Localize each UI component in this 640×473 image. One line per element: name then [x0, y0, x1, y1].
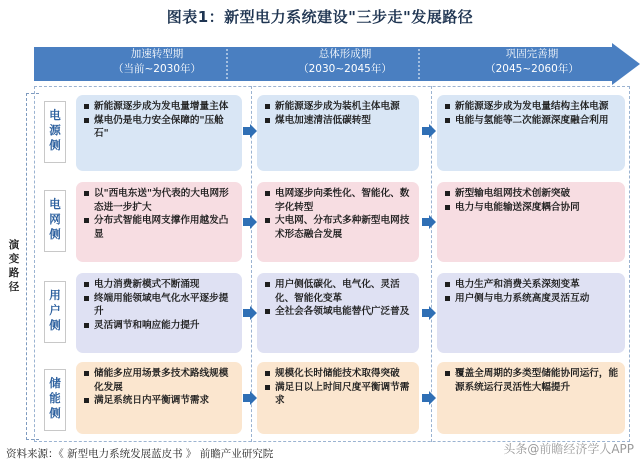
phase-3-name: 巩固完善期	[505, 48, 559, 60]
phase-2-header	[270, 47, 420, 77]
list-item: 以"西电东送"为代表的大电网形态进一步扩大	[82, 187, 236, 214]
watermark-text: 头条@前瞻经济学人APP	[503, 442, 634, 456]
phase-1-years: （当前~2030年）	[112, 63, 202, 75]
transition-arrow-icon	[422, 124, 436, 138]
list-item: 电力生产和消费关系深刻变革	[443, 278, 619, 292]
page-title: 图表1：新型电力系统建设"三步走"发展路径	[166, 8, 474, 26]
phase-3-years: （2045~2060年）	[485, 63, 579, 75]
transition-arrow-icon	[243, 215, 257, 229]
transition-arrow-icon	[422, 215, 436, 229]
row-label-power-source: 电源侧	[44, 101, 66, 163]
cell-user-phase-1	[76, 273, 242, 353]
list-item: 电力消费新模式不断涌现	[82, 278, 236, 292]
list-item: 满足日以上时间尺度平衡调节需求	[263, 381, 413, 408]
list-item: 灵活调节和响应能力提升	[82, 319, 236, 333]
phase-1-header	[82, 47, 232, 77]
transition-arrow-icon	[422, 306, 436, 320]
list-item: 用户侧与电力系统高度灵活互动	[443, 292, 619, 306]
list-item: 覆盖全周期的多类型储能协同运行，能源系统运行灵活性大幅提升	[443, 367, 619, 394]
list-item: 煤电仍是电力安全保障的"压舱石"	[82, 114, 236, 141]
transition-arrow-icon	[243, 124, 257, 138]
row-label-storage: 储能侧	[44, 369, 66, 431]
transition-arrow-icon	[243, 306, 257, 320]
row-label-user: 用户侧	[44, 281, 66, 343]
source-footnote: 资料来源：《 新型电力系统发展蓝皮书 》 前瞻产业研究院	[6, 448, 274, 460]
phase-3-header	[457, 47, 607, 77]
list-item: 新型输电组网技术创新突破	[443, 187, 619, 201]
list-item: 新能源逐步成为发电量增量主体	[82, 100, 236, 114]
cell-storage-phase-1	[76, 362, 242, 434]
cell-power-source-phase-2	[257, 95, 419, 171]
list-item: 储能多应用场景多技术路线规模化发展	[82, 367, 236, 394]
cell-grid-phase-2	[257, 182, 419, 262]
cell-power-source-phase-3	[437, 95, 625, 171]
list-item: 用户侧低碳化、电气化、灵活化、智能化变革	[263, 278, 413, 305]
phase-divider-1	[251, 86, 252, 442]
row-label-grid: 电网侧	[44, 190, 66, 252]
list-item: 电力与电能输送深度耦合协同	[443, 201, 619, 215]
list-item: 煤电加速清洁低碳转型	[263, 114, 413, 128]
side-label: 演变路径	[8, 239, 20, 293]
list-item: 终端用能领域电气化水平逐步提升	[82, 292, 236, 319]
phase-divider-2	[431, 86, 432, 442]
cell-storage-phase-2	[257, 362, 419, 434]
phase-2-name: 总体形成期	[318, 48, 372, 60]
cell-power-source-phase-1	[76, 95, 242, 171]
list-item: 电能与氢能等二次能源深度融合利用	[443, 114, 619, 128]
transition-arrow-icon	[243, 391, 257, 405]
cell-user-phase-2	[257, 273, 419, 353]
cell-grid-phase-1	[76, 182, 242, 262]
list-item: 满足系统日内平衡调节需求	[82, 394, 236, 408]
transition-arrow-icon	[422, 391, 436, 405]
cell-storage-phase-3	[437, 362, 625, 434]
cell-user-phase-3	[437, 273, 625, 353]
list-item: 规模化长时储能技术取得突破	[263, 367, 413, 381]
list-item: 全社会各领域电能替代广泛普及	[263, 305, 413, 319]
list-item: 大电网、分布式多种新型电网技术形态融合发展	[263, 214, 413, 241]
phase-1-name: 加速转型期	[130, 48, 184, 60]
list-item: 电网逐步向柔性化、智能化、数字化转型	[263, 187, 413, 214]
side-bracket	[26, 93, 39, 440]
list-item: 分布式智能电网支撑作用越发凸显	[82, 214, 236, 241]
phase-2-years: （2030~2045年）	[298, 63, 392, 75]
cell-grid-phase-3	[437, 182, 625, 262]
list-item: 新能源逐步成为发电量结构主体电源	[443, 100, 619, 114]
list-item: 新能源逐步成为装机主体电源	[263, 100, 413, 114]
